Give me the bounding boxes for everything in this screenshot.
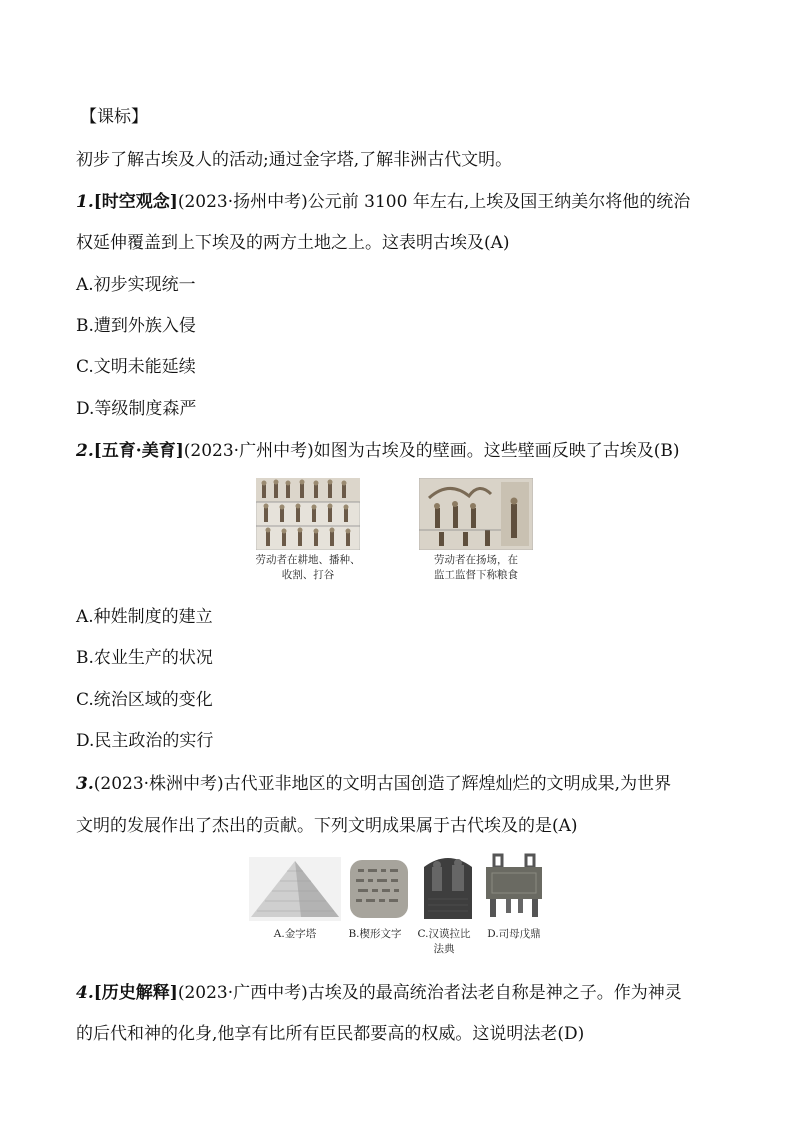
section-title: 【课标】 <box>80 107 148 127</box>
question-2-line-1 <box>76 440 679 462</box>
question-1-option-a: A.初步实现统一 <box>76 275 196 295</box>
question-2-option-a: A.种姓制度的建立 <box>76 607 213 627</box>
question-2-option-b: B.农业生产的状况 <box>76 648 213 668</box>
question-2-option-c: C.统治区域的变化 <box>76 690 213 710</box>
pyramid-image <box>249 857 341 921</box>
question-4-tag: [历史解释] <box>93 983 178 1003</box>
question-4-line-1 <box>76 982 682 1004</box>
mural-caption-winnowing: 劳动者在扬场，在 监工监督下称粮食 <box>434 554 518 581</box>
question-3-number: 3. <box>76 774 94 794</box>
question-1-tag: [时空观念] <box>93 192 178 212</box>
caption-option-d: D.司母戊鼎 <box>487 928 541 940</box>
question-3-line-1 <box>76 773 671 795</box>
mural-image-farming <box>256 478 360 550</box>
question-3-line-2: 文明的发展作出了杰出的贡献。下列文明成果属于古代埃及的是(A) <box>76 816 578 836</box>
question-1-line-1 <box>76 191 690 213</box>
question-1-option-b: B.遭到外族入侵 <box>76 316 196 336</box>
question-4-number: 4. <box>76 983 94 1003</box>
question-4-line-2: 的后代和神的化身,他享有比所有臣民都要高的权威。这说明法老(D) <box>76 1024 585 1044</box>
question-2-tag: [五育·美育] <box>93 441 184 461</box>
cuneiform-tablet-image <box>346 857 412 921</box>
question-2-text: (2023·广州中考)如图为古埃及的壁画。这些壁画反映了古埃及(B) <box>183 441 680 461</box>
curriculum-standard-text: 初步了解古埃及人的活动;通过金字塔,了解非洲古代文明。 <box>76 150 513 170</box>
caption-option-a: A.金字塔 <box>273 928 317 940</box>
question-1-number: 1. <box>76 192 94 212</box>
question-1-option-d: D.等级制度森严 <box>76 399 197 419</box>
question-4-text: (2023·广西中考)古埃及的最高统治者法老自称是神之子。作为神灵 <box>177 983 682 1003</box>
caption-option-b: B.楔形文字 <box>348 928 402 940</box>
mural-image-winnowing <box>419 478 533 550</box>
mural-caption-farming: 劳动者在耕地、播种、 收割、打谷 <box>255 554 361 581</box>
question-2-option-d: D.民主政治的实行 <box>76 731 214 751</box>
caption-option-c: C.汉谟拉比 法典 <box>417 928 471 955</box>
question-1-line-2: 权延伸覆盖到上下埃及的两方土地之上。这表明古埃及(A) <box>76 233 510 253</box>
simuwu-ding-image <box>482 853 546 919</box>
question-2-number: 2. <box>76 441 94 461</box>
hammurabi-code-image <box>420 853 476 921</box>
question-1-text: (2023·扬州中考)公元前 3100 年左右,上埃及国王纳美尔将他的统治 <box>177 192 691 212</box>
question-1-option-c: C.文明未能延续 <box>76 357 196 377</box>
question-3-text: (2023·株洲中考)古代亚非地区的文明古国创造了辉煌灿烂的文明成果,为世界 <box>93 774 672 794</box>
